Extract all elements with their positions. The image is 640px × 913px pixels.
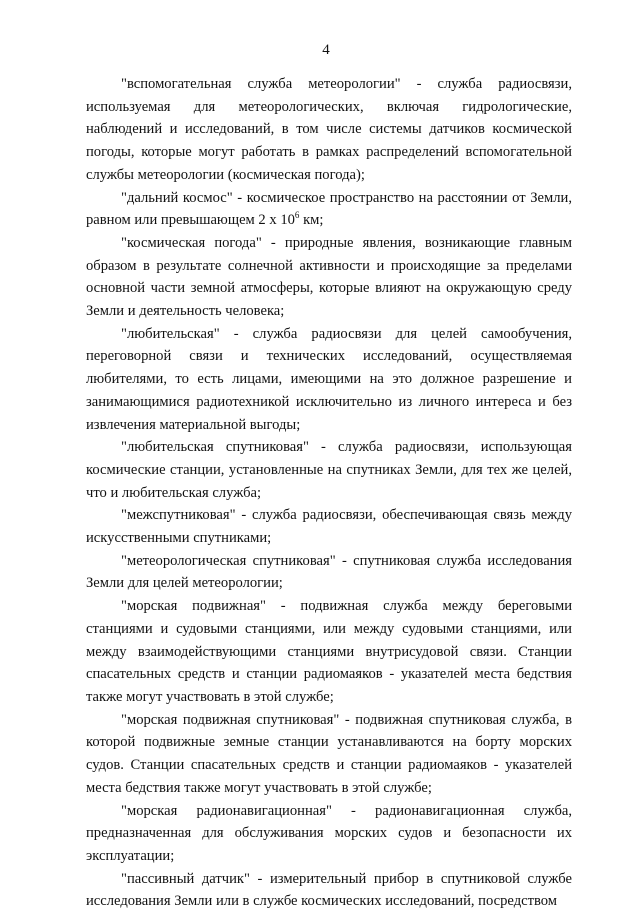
deep-space-exponent: 6 bbox=[294, 210, 300, 221]
paragraph-maritime-mobile-satellite: "морская подвижная спутниковая" - подвижная спутниковая служба, в которой подвижные земные станции устанавливаются на борту морских судов. Станции спасательных средств и станции радиомаяков - указателей места бедствия также могут участвовать в этой службе; bbox=[86, 711, 572, 796]
paragraph-inter-satellite: "межспутниковая" - служба радиосвязи, обеспечивающая связь между искусственными спутниками; bbox=[86, 507, 572, 547]
paragraph-amateur: "любительская" - служба радиосвязи для целей самообучения, переговорной связи и технических исследований, осуществляемая любителями, то есть лицами, имеющими на это должное разрешение и занимающимися радиотехникой исключительно из личного интереса и без извлечения материальной выгоды; bbox=[86, 325, 572, 433]
paragraph-meteorological-satellite: "метеорологическая спутниковая" - спутниковая служба исследования Земли для целей метеорологии; bbox=[86, 552, 572, 592]
paragraph-space-weather: "космическая погода" - природные явления, возникающие главным образом в результате солнечной активности и происходящие за пределами основной части земной атмосферы, которые влияют на окружающую среду Земли и деятельность человека; bbox=[86, 234, 572, 320]
deep-space-suffix: км; bbox=[299, 212, 324, 229]
paragraph-passive-sensor: "пассивный датчик" - измерительный прибор в спутниковой службе исследования Земли или в службе космических исследований, посредством bbox=[86, 870, 572, 910]
deep-space-text: "дальний космос" - космическое пространство на расстоянии от Земли, равном или превышающем 2 x 10 bbox=[86, 189, 572, 229]
paragraph-amateur-satellite: "любительская спутниковая" - служба радиосвязи, использующая космические станции, установленные на спутниках Земли, для тех же целей, что и любительская служба; bbox=[86, 439, 572, 501]
paragraph-deep-space bbox=[86, 187, 572, 232]
paragraph-auxiliary-meteorology: "вспомогательная служба метеорологии" - служба радиосвязи, используемая для метеорологических, включая гидрологические, наблюдений и исследований, в том числе системы датчиков космической погоды, которые могут работать в рамках распределений вспомогательной службы метеорологии (космическая погода); bbox=[86, 76, 572, 183]
paragraph-maritime-radionavigation: "морская радионавигационная" - радионавигационная служба, предназначенная для обслуживания морских судов и безопасности их эксплуатации; bbox=[86, 802, 572, 864]
page-number: 4 bbox=[322, 42, 330, 58]
document-body bbox=[86, 73, 572, 913]
paragraph-maritime-mobile: "морская подвижная" - подвижная служба между береговыми станциями и судовыми станциями, или между судовыми станциями, или между взаимодействующими станциями внутрисудовой связи. Станции спасательных средств и станции радиомаяков - указателей места бедствия также могут участвовать в этой службе; bbox=[86, 598, 572, 705]
